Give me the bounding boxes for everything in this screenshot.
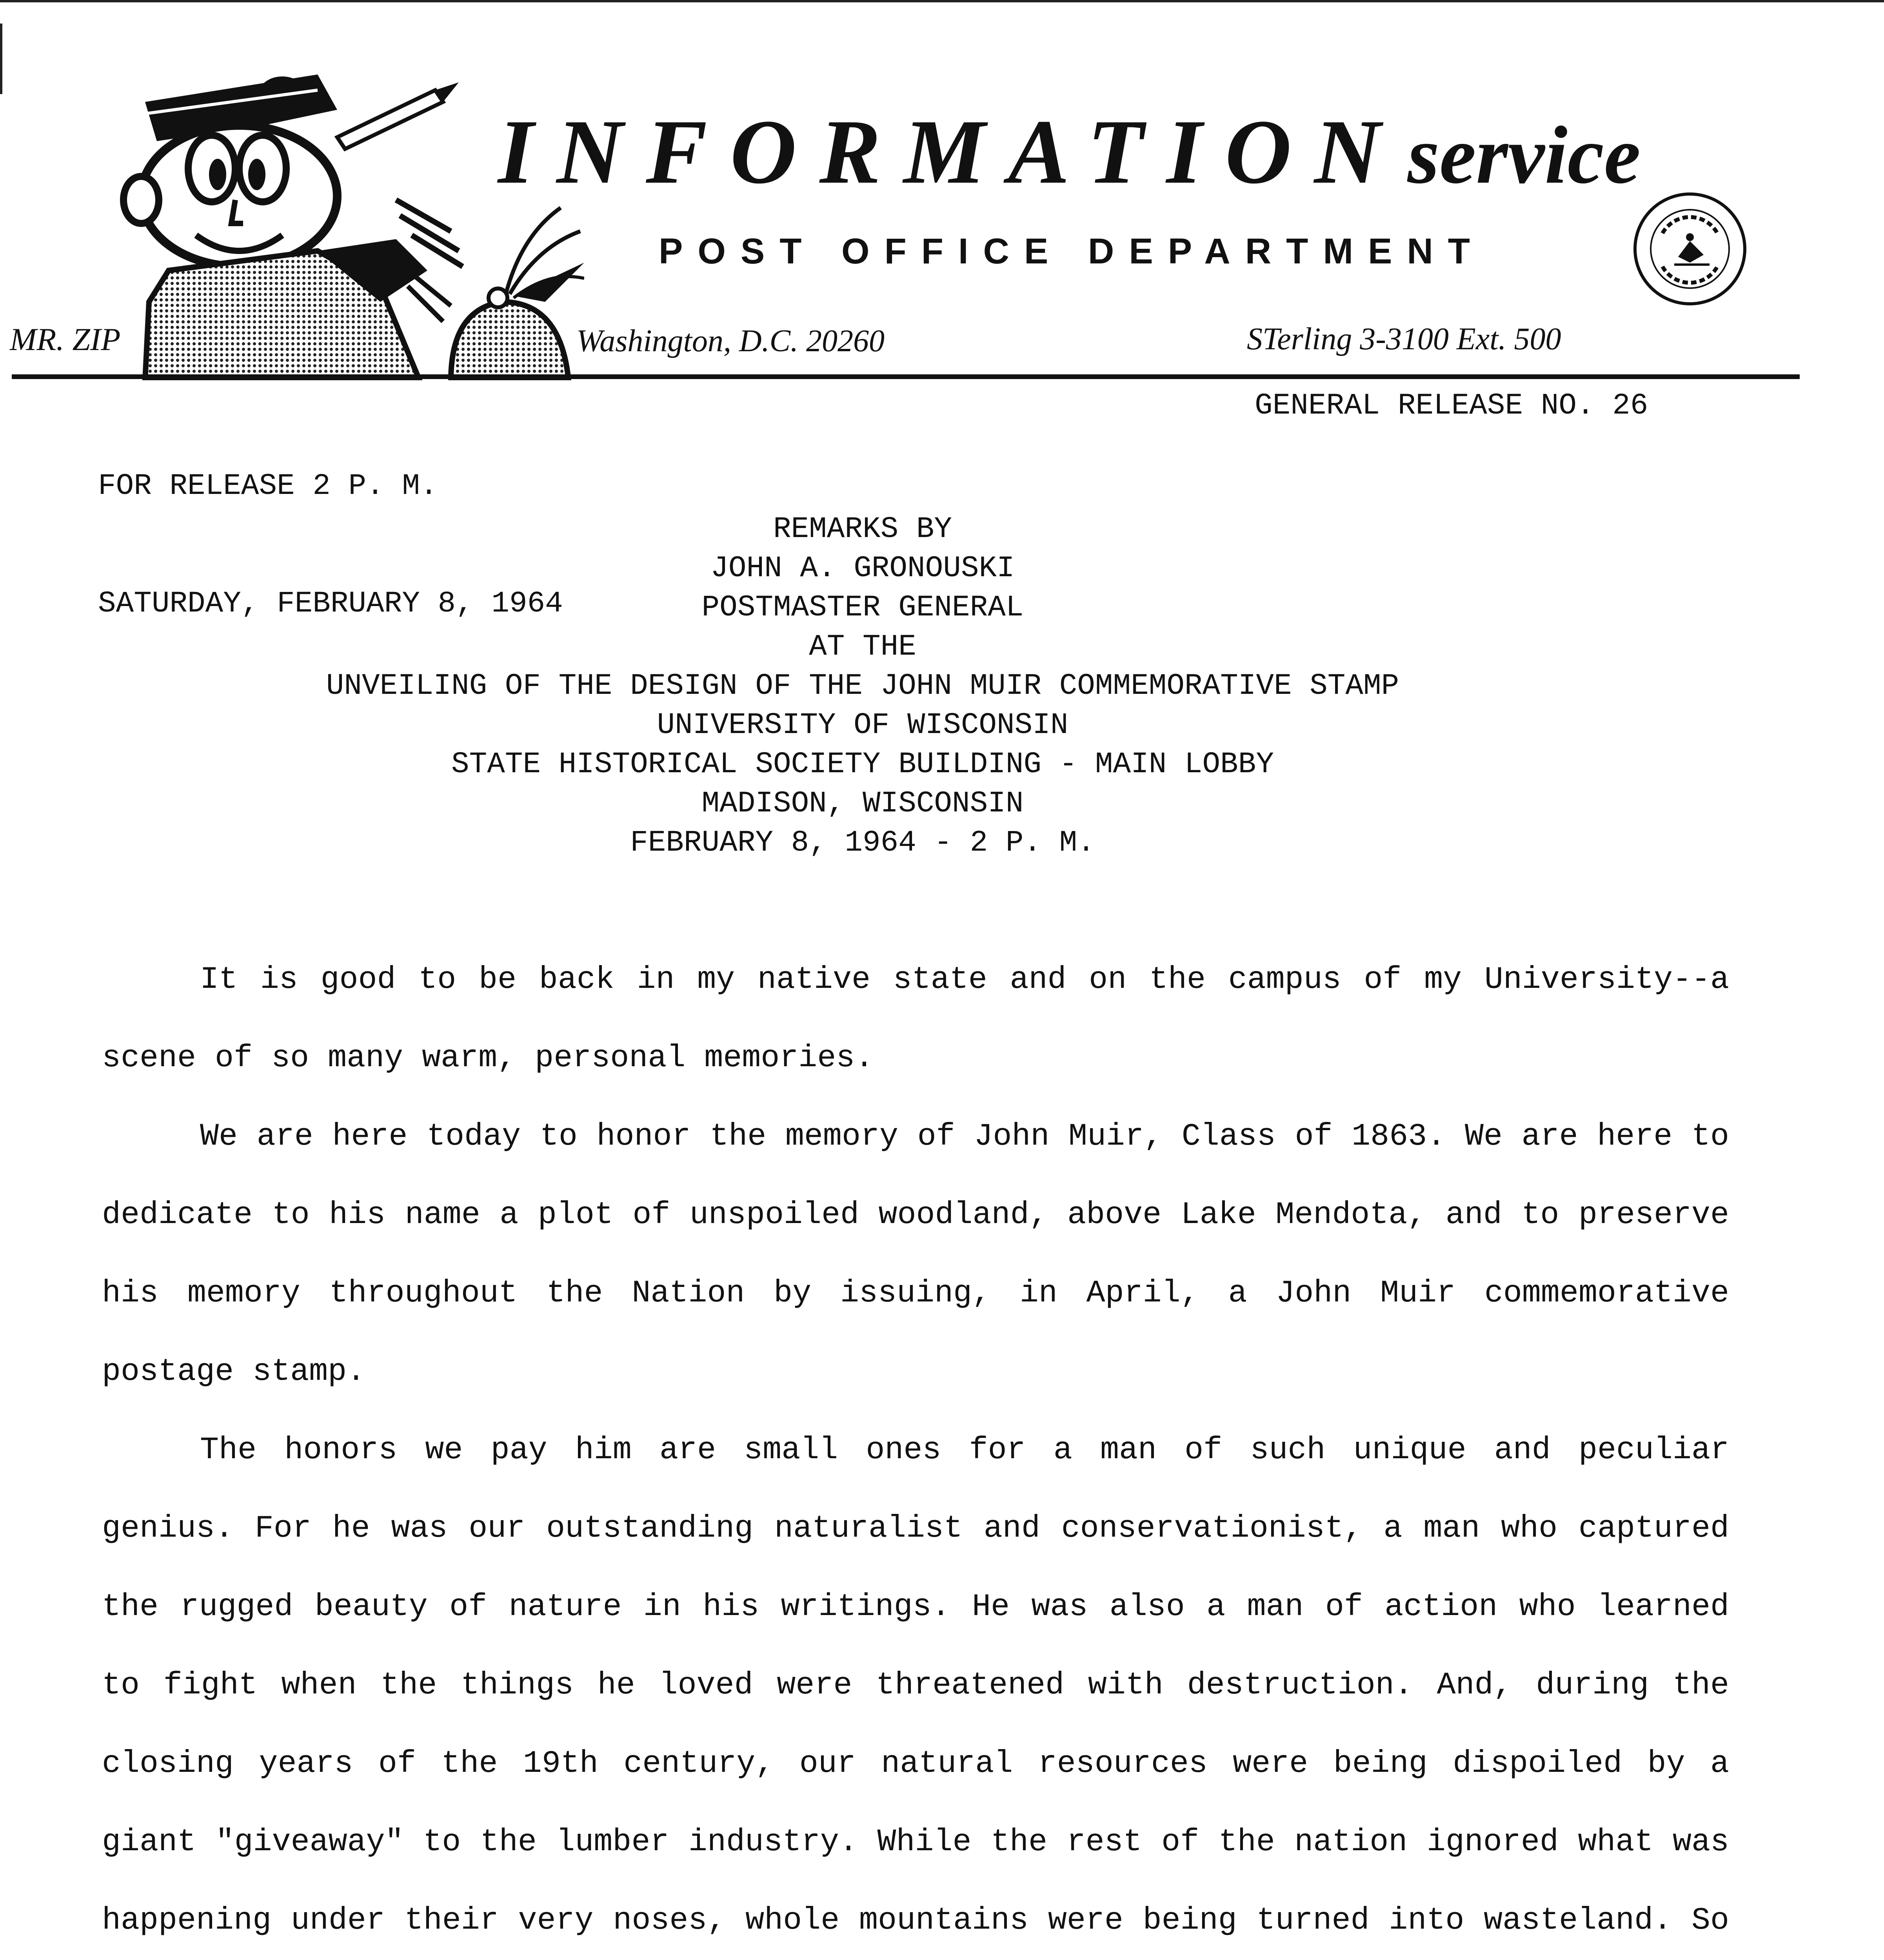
heading-line: AT THE (809, 630, 916, 664)
heading-venue: STATE HISTORICAL SOCIETY BUILDING - MAIN LOBBY (451, 748, 1274, 781)
heading-speaker-title: POSTMASTER GENERAL (701, 591, 1024, 624)
heading-date-time: FEBRUARY 8, 1964 - 2 P. M. (630, 826, 1095, 860)
letterhead-title-suffix: service (1407, 110, 1641, 201)
scan-edge-top (0, 0, 1884, 2)
letterhead-title (498, 101, 1641, 203)
body-paragraph: The honors we pay him are small ones for a man of such unique and peculiar genius. For he was our outstanding naturalist and conservationist, a man who captured the rugged beauty of nature in his writings. He was also a man of action who learned to fight when the things he loved were threatened with destruction. And, during the closing years of the 19th century, our natural resources were being dispoiled by a giant "giveaway" to the lumber industry. While the rest of the nation ignored what was happening under their very noses, whole mountains were being turned into wasteland. So (102, 1432, 1729, 1938)
speech-body (102, 941, 1729, 1960)
scan-edge-left (0, 24, 2, 94)
heading-institution: UNIVERSITY OF WISCONSIN (657, 708, 1068, 742)
release-date: SATURDAY, FEBRUARY 8, 1964 (98, 587, 563, 621)
post-office-department-seal-icon (1631, 190, 1749, 308)
heading-location: MADISON, WISCONSIN (701, 787, 1024, 820)
remarks-heading (78, 510, 1647, 862)
office-phone: STerling 3-3100 Ext. 500 (1247, 322, 1561, 356)
office-address: Washington, D.C. 20260 (576, 324, 885, 358)
release-time: FOR RELEASE 2 P. M. (98, 469, 438, 503)
body-paragraph: It is good to be back in my native state and on the campus of my University--a scene of so many warm, personal memories. (102, 962, 1729, 1076)
letterhead-title-main: INFORMATION (498, 101, 1404, 203)
heading-event: UNVEILING OF THE DESIGN OF THE JOHN MUIR COMMEMORATIVE STAMP (326, 669, 1399, 703)
release-number: GENERAL RELEASE NO. 26 (1255, 389, 1648, 423)
department-name: POST OFFICE DEPARTMENT (659, 231, 1485, 271)
heading-line: REMARKS BY (773, 512, 952, 546)
body-paragraph: We are here today to honor the memory of John Muir, Class of 1863. We are here to dedicate to his name a plot of unspoiled woodland, above Lake Mendota, and to preserve his memory throughout the Nation by issuing, in April, a John Muir commemorative postage stamp. (102, 1119, 1729, 1390)
heading-speaker: JOHN A. GRONOUSKI (710, 552, 1015, 585)
mascot-name: MR. ZIP (10, 321, 121, 357)
letterhead-rule (12, 374, 1800, 379)
